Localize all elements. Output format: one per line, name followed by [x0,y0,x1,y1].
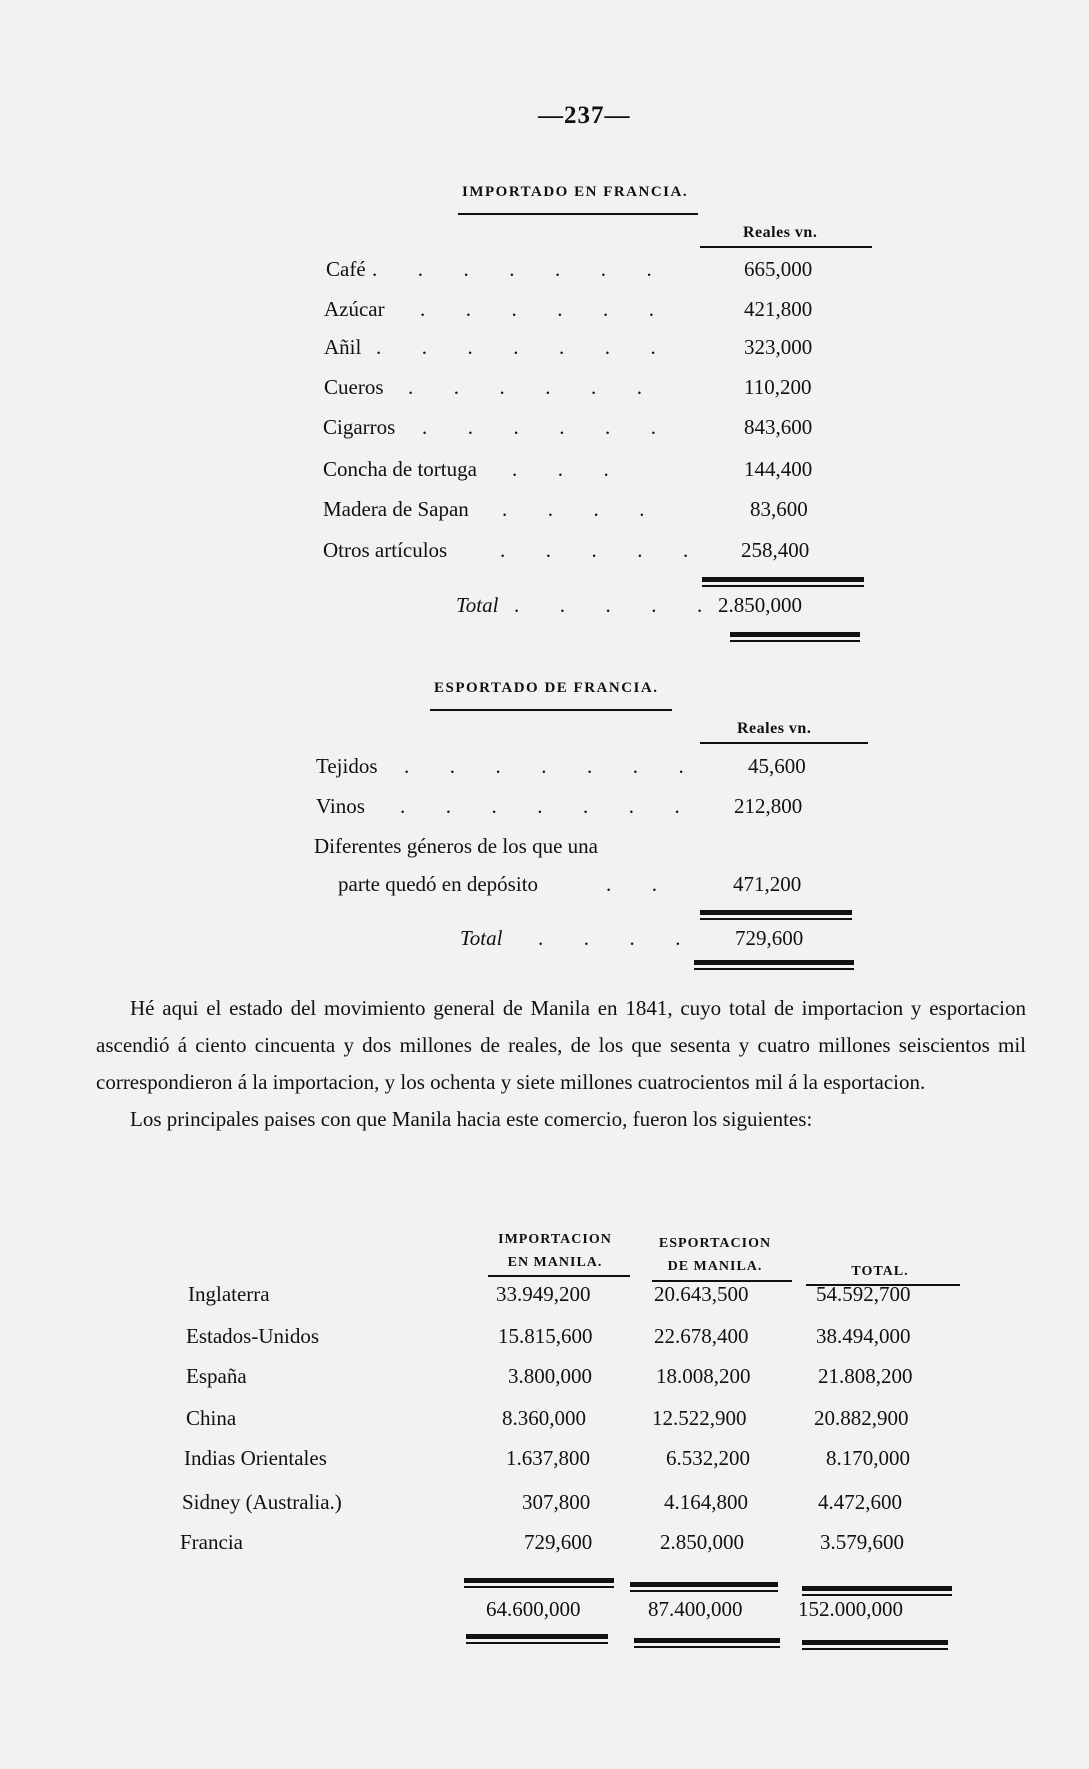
item-label: Vinos [316,794,365,818]
import-final-rule [466,1634,608,1639]
import-row: Cueros . . . . . . 110,200 [324,375,812,399]
table-row [0,1324,1089,1356]
import-sum-rule-thin [464,1586,614,1588]
total-label: Total [460,926,503,950]
total-cell: 8.170,000 [826,1446,910,1470]
import-column-header: Reales vn. [743,224,818,241]
import-total-cell: 64.600,000 [486,1597,581,1621]
item-value: 212,800 [734,794,803,818]
export-total-rule [700,910,852,915]
export-row: Tejidos . . . . . . . 45,600 [316,754,806,778]
total-value: 2.850,000 [718,593,802,617]
export-section-title: ESPORTADO DE FRANCIA. [434,680,659,696]
item-value: 144,400 [744,457,813,481]
import-row: Añil . . . . . . . 323,000 [324,335,813,359]
country-cell: España [186,1364,247,1388]
header-importacion-rule [488,1275,630,1277]
total-sum-rule-thin [802,1594,952,1596]
export-total-underline-thin [694,968,854,970]
header-total: TOTAL. [851,1264,909,1279]
import-title-rule [458,213,698,215]
import-cell: 1.637,800 [506,1446,590,1470]
item-value: 45,600 [748,754,806,778]
import-cell: 3.800,000 [508,1364,592,1388]
export-cell: 6.532,200 [666,1446,750,1470]
item-label: Madera de Sapan [323,497,469,521]
table-row [0,1406,1089,1438]
import-sum-rule [464,1578,614,1583]
item-label-line2: parte quedó en depósito [338,872,539,896]
total-value: 729,600 [735,926,804,950]
item-label: Añil [324,335,362,359]
total-final-rule-thin [802,1648,948,1650]
export-cell: 18.008,200 [656,1364,751,1388]
import-cell: 307,800 [522,1490,591,1514]
total-cell: 4.472,600 [818,1490,902,1514]
country-cell: Francia [180,1530,243,1554]
item-value: 471,200 [733,872,802,896]
country-cell: Sidney (Australia.) [182,1490,342,1514]
import-row: Otros artículos . . . . . 258,400 [323,538,810,562]
total-cell: 38.494,000 [816,1324,911,1348]
total-cell: 54.592,700 [816,1282,911,1306]
total-final-rule [802,1640,948,1645]
import-total-rule [702,577,864,582]
import-final-rule-thin [466,1642,608,1644]
item-value: 665,000 [744,257,813,281]
item-label-line1: Diferentes géneros de los que una [314,834,598,858]
import-row: Azúcar . . . . . . 421,800 [324,297,813,321]
total-sum-rule [802,1586,952,1591]
export-total-row: Total . . . . 729,600 [460,926,804,950]
export-cell: 22.678,400 [654,1324,749,1348]
export-row: Vinos . . . . . . . 212,800 [316,794,803,818]
export-row: parte quedó en depósito . . 471,200 [338,872,802,896]
paragraph: Los principales paises con que Manila hacia este comercio, fueron los siguientes: [130,1107,813,1131]
export-column-header: Reales vn. [737,720,812,737]
item-label: Café [326,257,366,281]
table-row [0,1446,1089,1478]
export-cell: 20.643,500 [654,1282,749,1306]
export-final-rule-thin [634,1646,780,1648]
table-row [0,1490,1089,1522]
table-row [0,1282,1089,1314]
total-cell: 20.882,900 [814,1406,909,1430]
import-row: Concha de tortuga . . . 144,400 [323,457,813,481]
export-total-rule-thin [700,918,852,920]
import-cell: 15.815,600 [498,1324,593,1348]
total-label: Total [456,593,499,617]
item-label: Cigarros [323,415,396,439]
total-cell: 3.579,600 [820,1530,904,1554]
export-total-underline [694,960,854,965]
table-row [0,1530,1089,1562]
import-row: Madera de Sapan . . . . 83,600 [323,497,808,521]
import-header-rule [700,246,872,248]
item-value: 843,600 [744,415,813,439]
export-total-cell: 87.400,000 [648,1597,743,1621]
page-number: —237— [538,102,631,129]
item-value: 83,600 [750,497,808,521]
import-section-title: IMPORTADO EN FRANCIA. [462,184,689,200]
export-sum-rule-thin [630,1590,778,1592]
export-cell: 4.164,800 [664,1490,748,1514]
total-cell: 21.808,200 [818,1364,913,1388]
import-cell: 8.360,000 [502,1406,586,1430]
item-label: Tejidos [316,754,378,778]
item-label: Azúcar [324,297,385,321]
export-cell: 12.522,900 [652,1406,747,1430]
import-total-rule-thin [702,585,864,587]
item-label: Otros artículos [323,538,448,562]
export-header-rule [700,742,868,744]
import-cell: 33.949,200 [496,1282,591,1306]
import-row: Cigarros . . . . . . 843,600 [323,415,813,439]
paragraph: Hé aqui el estado del movimiento general de Manila en 1841, cuyo total de importacion y esportacion ascendió á ciento cincuenta y dos millones de reales, de los que sesenta y cuatro millones seiscientos mil correspondieron á la importacion, y los ochenta y siete millones cuatrocientos mil á la esportacion. [96,996,1026,1094]
export-cell: 2.850,000 [660,1530,744,1554]
item-value: 323,000 [744,335,813,359]
body-text [96,990,1026,1138]
table-row [0,1364,1089,1396]
table-totals-row [0,1597,1089,1629]
header-esportacion: ESPORTACION DE MANILA. [658,1236,772,1274]
import-total-underline [730,632,860,637]
import-total-row: Total . . . . . 2.850,000 [456,593,802,617]
export-final-rule [634,1638,780,1643]
country-cell: China [186,1406,237,1430]
item-value: 110,200 [744,375,812,399]
export-title-rule [430,709,672,711]
country-cell: Indias Orientales [184,1446,327,1470]
item-label: Concha de tortuga [323,457,477,481]
item-value: 258,400 [741,538,810,562]
import-cell: 729,600 [524,1530,593,1554]
country-cell: Estados-Unidos [186,1324,319,1348]
import-row: Café . . . . . . . 665,000 [326,257,813,281]
grand-total-cell: 152.000,000 [798,1597,903,1621]
import-total-underline-thin [730,640,860,642]
export-row [0,834,1089,864]
item-value: 421,800 [744,297,813,321]
item-label: Cueros [324,375,384,399]
header-importacion: IMPORTACION EN MANILA. [498,1232,612,1270]
export-sum-rule [630,1582,778,1587]
country-cell: Inglaterra [188,1282,270,1306]
